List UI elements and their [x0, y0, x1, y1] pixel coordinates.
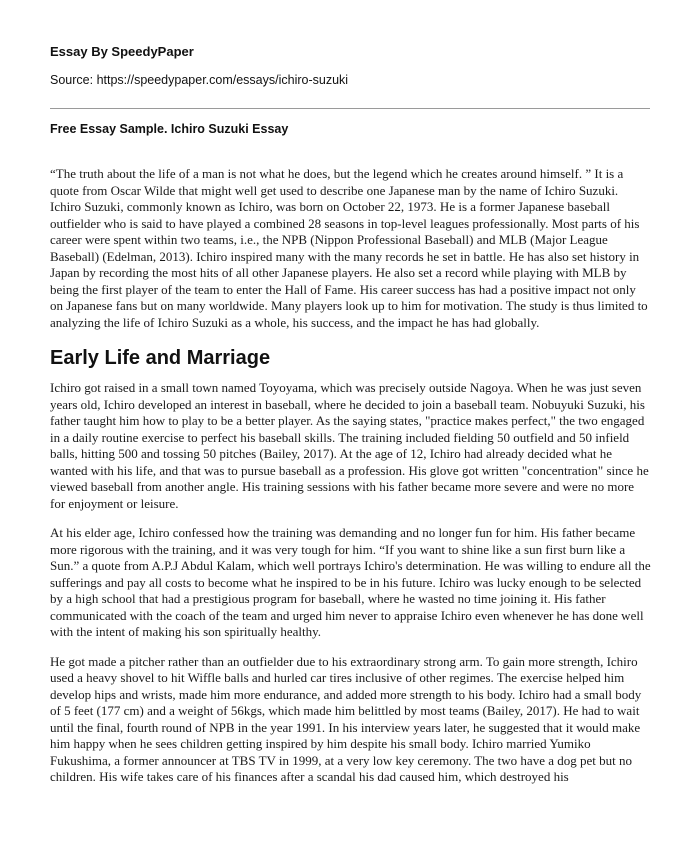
intro-paragraph: “The truth about the life of a man is not what he does, but the legend which he creates around himself. ” It is a quote from Oscar Wilde that might well get used to describe one Japanese man by the name of Ichiro Suzuki. Ichiro Suzuki, commonly known as Ichiro, was born on October 22, 1973. He is a former Japanese baseball outfielder who is said to have played a combined 28 seasons in top-level leagues professionally. Most parts of his career were spent within two teams, i.e., the NPB (Nippon Professional Baseball) and MLB (Major League Baseball) (Edelman, 2013). Ichiro inspired many with the many records he set in battle. He has also set history in Japan by recording the most hits of all other Japanese players. He also set a record while playing with MLB by being the first player of the team to enter the Hall of Fame. His career success has had a positive impact not only on Japanese fans but on many worldwide. Many players look up to him for motivation. The study is thus limited to analyzing the life of Ichiro Suzuki as a whole, his success, and the impact he has had globally.	[50, 166, 648, 330]
header-divider	[50, 108, 650, 109]
body-paragraph: Ichiro got raised in a small town named Toyoyama, which was precisely outside Nagoya. When he was just seven years old, Ichiro developed an interest in baseball, where he decided to join a baseball team. Nobuyuki Suzuki, his father taught him how to play to be a better player. As the saying states, "practice makes perfect," the two engaged in a daily routine exercise to perfect his baseball skills. The training included fielding 50 outfield and 50 infield balls, hitting 500 and tossing 50 pitches (Bailey, 2017). At the age of 12, Ichiro had already decided what he wanted with his life, and that was to pursue baseball as a profession. His glove got written "concentration" since he viewed baseball from another angle. His training sessions with his father became more severe and were no more for enjoyment or leisure.	[50, 380, 649, 511]
body-paragraph: At his elder age, Ichiro confessed how the training was demanding and no longer fun for him. His father became more rigorous with the training, and it was very tough for him. “If you want to shine like a sun first burn like a Sun.” a quote from A.P.J Abdul Kalam, which well portrays Ichiro's determination. He was willing to endure all the sufferings and pay all costs to become what he inspired to be in his future. Ichiro was lucky enough to be selected by a high school that had a prestigious program for baseball, where he wasted no time joining it. His father communicated with the coach of the team and urged him never to appraise Ichiro even whenever he has done well with the intent of making his son spiritually healthy.	[50, 525, 651, 639]
section-heading: Early Life and Marriage	[50, 347, 271, 369]
source-label: Source:	[50, 73, 97, 87]
source-link[interactable]: https://speedypaper.com/essays/ichiro-suzuki	[96, 73, 349, 87]
document-header	[0, 0, 700, 87]
body-paragraph: He got made a pitcher rather than an outfielder due to his extraordinary strong arm. To gain more strength, Ichiro used a heavy shovel to hit Wiffle balls and hurled car tires inclusive of other regimes. The exercise helped him develop hips and wrists, made him more endurance, and added more strength to his body. Ichiro had a small body of 5 feet (177 cm) and a weight of 56kgs, which made him belittled by most teams (Bailey, 2017). He had to wait until the final, fourth round of NPB in the year 1991. In his interview years later, he suggested that it would make him happy when he sees children getting inspired by him despite his small body. Ichiro married Yumiko Fukushima, a former announcer at TBS TV in 1999, at a very low key ceremony. The two have a dog pet but no children. His wife takes care of his finances after a scandal his dad caused him, which destroyed his	[50, 653, 642, 784]
brand-title: Essay By SpeedyPaper	[50, 44, 194, 59]
source-line	[50, 73, 700, 87]
essay-title: Free Essay Sample. Ichiro Suzuki Essay	[50, 122, 289, 136]
essay-body	[50, 166, 652, 799]
